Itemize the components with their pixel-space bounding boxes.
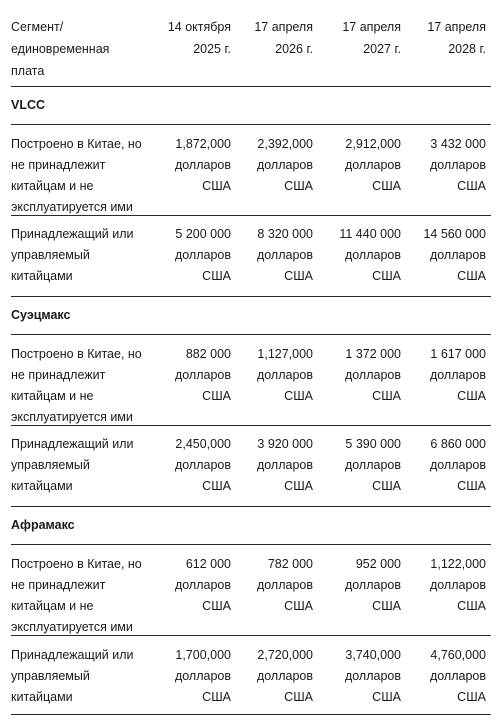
- fee-unit-1: долларов: [174, 158, 231, 172]
- row-label-line: эксплуатируется ими: [11, 200, 133, 214]
- header-date: [401, 16, 486, 86]
- header-date-line: 2025 г.: [193, 42, 231, 56]
- row-label-line: Построено в Китае, но: [11, 557, 142, 571]
- fee-unit-2: США: [372, 479, 401, 493]
- fee-unit-1: долларов: [174, 578, 231, 592]
- fee-value: 11 440 000: [339, 227, 401, 241]
- fee-unit-1: долларов: [344, 578, 401, 592]
- fee-value: 612 000: [185, 557, 231, 571]
- fee-cell: [401, 344, 486, 425]
- fee-value: 1,127,000: [257, 347, 313, 361]
- fee-cell: [161, 134, 231, 215]
- row-label-line: китайцами: [11, 690, 73, 704]
- header-segment-line: единовременная: [11, 42, 110, 56]
- fee-value: 1,122,000: [430, 557, 486, 571]
- table-row: [11, 216, 491, 297]
- fee-value: 1 372 000: [345, 347, 401, 361]
- fee-cell: [231, 134, 313, 215]
- row-label-line: не принадлежит: [11, 158, 106, 172]
- fee-unit-1: долларов: [344, 158, 401, 172]
- header-segment: [11, 16, 161, 86]
- row-label: [11, 344, 161, 425]
- fee-unit-2: США: [202, 690, 231, 704]
- header-date-line: 2028 г.: [448, 42, 486, 56]
- fee-unit-1: долларов: [429, 458, 486, 472]
- fee-unit-2: США: [372, 179, 401, 193]
- row-label-line: Принадлежащий или: [11, 437, 134, 451]
- fee-unit-1: долларов: [429, 158, 486, 172]
- row-label-line: китайцам и не: [11, 179, 94, 193]
- fee-unit-2: США: [372, 599, 401, 613]
- header-date: [231, 16, 313, 86]
- row-label-line: управляемый: [11, 669, 90, 683]
- fee-unit-2: США: [457, 269, 486, 283]
- row-label-line: управляемый: [11, 458, 90, 472]
- fee-cell: [401, 224, 486, 296]
- fee-unit-1: долларов: [256, 368, 313, 382]
- row-label-line: Принадлежащий или: [11, 227, 134, 241]
- fee-unit-1: долларов: [256, 158, 313, 172]
- fee-unit-1: долларов: [429, 248, 486, 262]
- fee-unit-2: США: [457, 690, 486, 704]
- row-label: [11, 434, 161, 506]
- fee-cell: [313, 224, 401, 296]
- fee-value: 14 560 000: [423, 227, 486, 241]
- header-date-line: 2026 г.: [275, 42, 313, 56]
- row-label-line: китайцами: [11, 269, 73, 283]
- fee-cell: [231, 645, 313, 714]
- row-label-line: Принадлежащий или: [11, 648, 134, 662]
- fee-value: 3 432 000: [430, 137, 486, 151]
- segment-title: VLCC: [11, 98, 46, 112]
- fee-unit-1: долларов: [429, 578, 486, 592]
- row-label: [11, 224, 161, 296]
- fee-value: 952 000: [355, 557, 401, 571]
- fee-cell: [313, 434, 401, 506]
- fee-table: [11, 0, 491, 715]
- fee-unit-2: США: [457, 479, 486, 493]
- fee-value: 5 200 000: [175, 227, 231, 241]
- row-label-line: управляемый: [11, 248, 90, 262]
- fee-unit-2: США: [202, 269, 231, 283]
- fee-unit-1: долларов: [344, 669, 401, 683]
- segment-title: Суэцмакс: [11, 308, 71, 322]
- header-segment-line: плата: [11, 64, 45, 78]
- header-date-line: 17 апреля: [427, 20, 486, 34]
- fee-cell: [401, 554, 486, 635]
- fee-cell: [161, 224, 231, 296]
- row-label-line: китайцам и не: [11, 389, 94, 403]
- fee-value: 8 320 000: [257, 227, 313, 241]
- fee-value: 4,760,000: [430, 648, 486, 662]
- row-label: [11, 554, 161, 635]
- fee-unit-2: США: [202, 179, 231, 193]
- header-date-line: 17 апреля: [342, 20, 401, 34]
- fee-value: 1,700,000: [175, 648, 231, 662]
- fee-value: 2,720,000: [257, 648, 313, 662]
- fee-value: 5 390 000: [345, 437, 401, 451]
- row-label: [11, 645, 161, 714]
- fee-value: 3,740,000: [345, 648, 401, 662]
- table-header-row: [11, 0, 491, 87]
- fee-value: 2,392,000: [257, 137, 313, 151]
- row-label-line: не принадлежит: [11, 578, 106, 592]
- fee-cell: [313, 645, 401, 714]
- fee-unit-2: США: [202, 389, 231, 403]
- row-label-line: не принадлежит: [11, 368, 106, 382]
- fee-unit-2: США: [202, 479, 231, 493]
- fee-value: 3 920 000: [257, 437, 313, 451]
- fee-unit-1: долларов: [174, 248, 231, 262]
- row-label-line: эксплуатируется ими: [11, 620, 133, 634]
- fee-unit-1: долларов: [256, 248, 313, 262]
- row-label-line: Построено в Китае, но: [11, 347, 142, 361]
- fee-unit-2: США: [372, 269, 401, 283]
- table-row: [11, 125, 491, 216]
- fee-value: 882 000: [185, 347, 231, 361]
- fee-cell: [401, 134, 486, 215]
- fee-unit-2: США: [284, 599, 313, 613]
- segment-row-vlcc: [11, 87, 491, 125]
- fee-unit-2: США: [457, 389, 486, 403]
- fee-unit-1: долларов: [174, 458, 231, 472]
- fee-unit-2: США: [457, 179, 486, 193]
- fee-unit-1: долларов: [174, 368, 231, 382]
- fee-unit-1: долларов: [344, 248, 401, 262]
- fee-cell: [231, 344, 313, 425]
- fee-cell: [231, 224, 313, 296]
- header-date: [161, 16, 231, 86]
- header-date-line: 14 октября: [167, 20, 231, 34]
- fee-cell: [161, 434, 231, 506]
- fee-unit-1: долларов: [429, 368, 486, 382]
- fee-cell: [313, 344, 401, 425]
- table-row: [11, 335, 491, 426]
- fee-cell: [401, 645, 486, 714]
- table-row: [11, 636, 491, 715]
- fee-value: 1 617 000: [430, 347, 486, 361]
- fee-value: 782 000: [267, 557, 313, 571]
- segment-row-aframax: [11, 507, 491, 545]
- row-label-line: китайцам и не: [11, 599, 94, 613]
- fee-cell: [161, 554, 231, 635]
- fee-unit-1: долларов: [256, 458, 313, 472]
- fee-unit-1: долларов: [256, 578, 313, 592]
- fee-unit-2: США: [457, 599, 486, 613]
- fee-value: 2,450,000: [175, 437, 231, 451]
- row-label-line: китайцами: [11, 479, 73, 493]
- header-date-line: 17 апреля: [254, 20, 313, 34]
- header-segment-line: Сегмент/: [11, 20, 64, 34]
- fee-unit-2: США: [284, 690, 313, 704]
- fee-cell: [161, 645, 231, 714]
- header-date-line: 2027 г.: [363, 42, 401, 56]
- fee-unit-2: США: [284, 269, 313, 283]
- table-row: [11, 545, 491, 636]
- fee-cell: [313, 134, 401, 215]
- fee-value: 2,912,000: [345, 137, 401, 151]
- segment-row-suezmax: [11, 297, 491, 335]
- fee-cell: [231, 434, 313, 506]
- fee-cell: [401, 434, 486, 506]
- table-row: [11, 426, 491, 507]
- fee-unit-2: США: [372, 389, 401, 403]
- fee-unit-1: долларов: [344, 458, 401, 472]
- fee-cell: [231, 554, 313, 635]
- fee-cell: [161, 344, 231, 425]
- fee-value: 1,872,000: [175, 137, 231, 151]
- fee-unit-2: США: [372, 690, 401, 704]
- fee-unit-2: США: [284, 479, 313, 493]
- segment-title: Афрамакс: [11, 518, 75, 532]
- fee-unit-2: США: [284, 389, 313, 403]
- fee-cell: [313, 554, 401, 635]
- row-label: [11, 134, 161, 215]
- row-label-line: Построено в Китае, но: [11, 137, 142, 151]
- fee-unit-2: США: [202, 599, 231, 613]
- fee-unit-1: долларов: [344, 368, 401, 382]
- fee-unit-2: США: [284, 179, 313, 193]
- header-date: [313, 16, 401, 86]
- fee-value: 6 860 000: [430, 437, 486, 451]
- row-label-line: эксплуатируется ими: [11, 410, 133, 424]
- fee-unit-1: долларов: [256, 669, 313, 683]
- fee-unit-1: долларов: [429, 669, 486, 683]
- fee-unit-1: долларов: [174, 669, 231, 683]
